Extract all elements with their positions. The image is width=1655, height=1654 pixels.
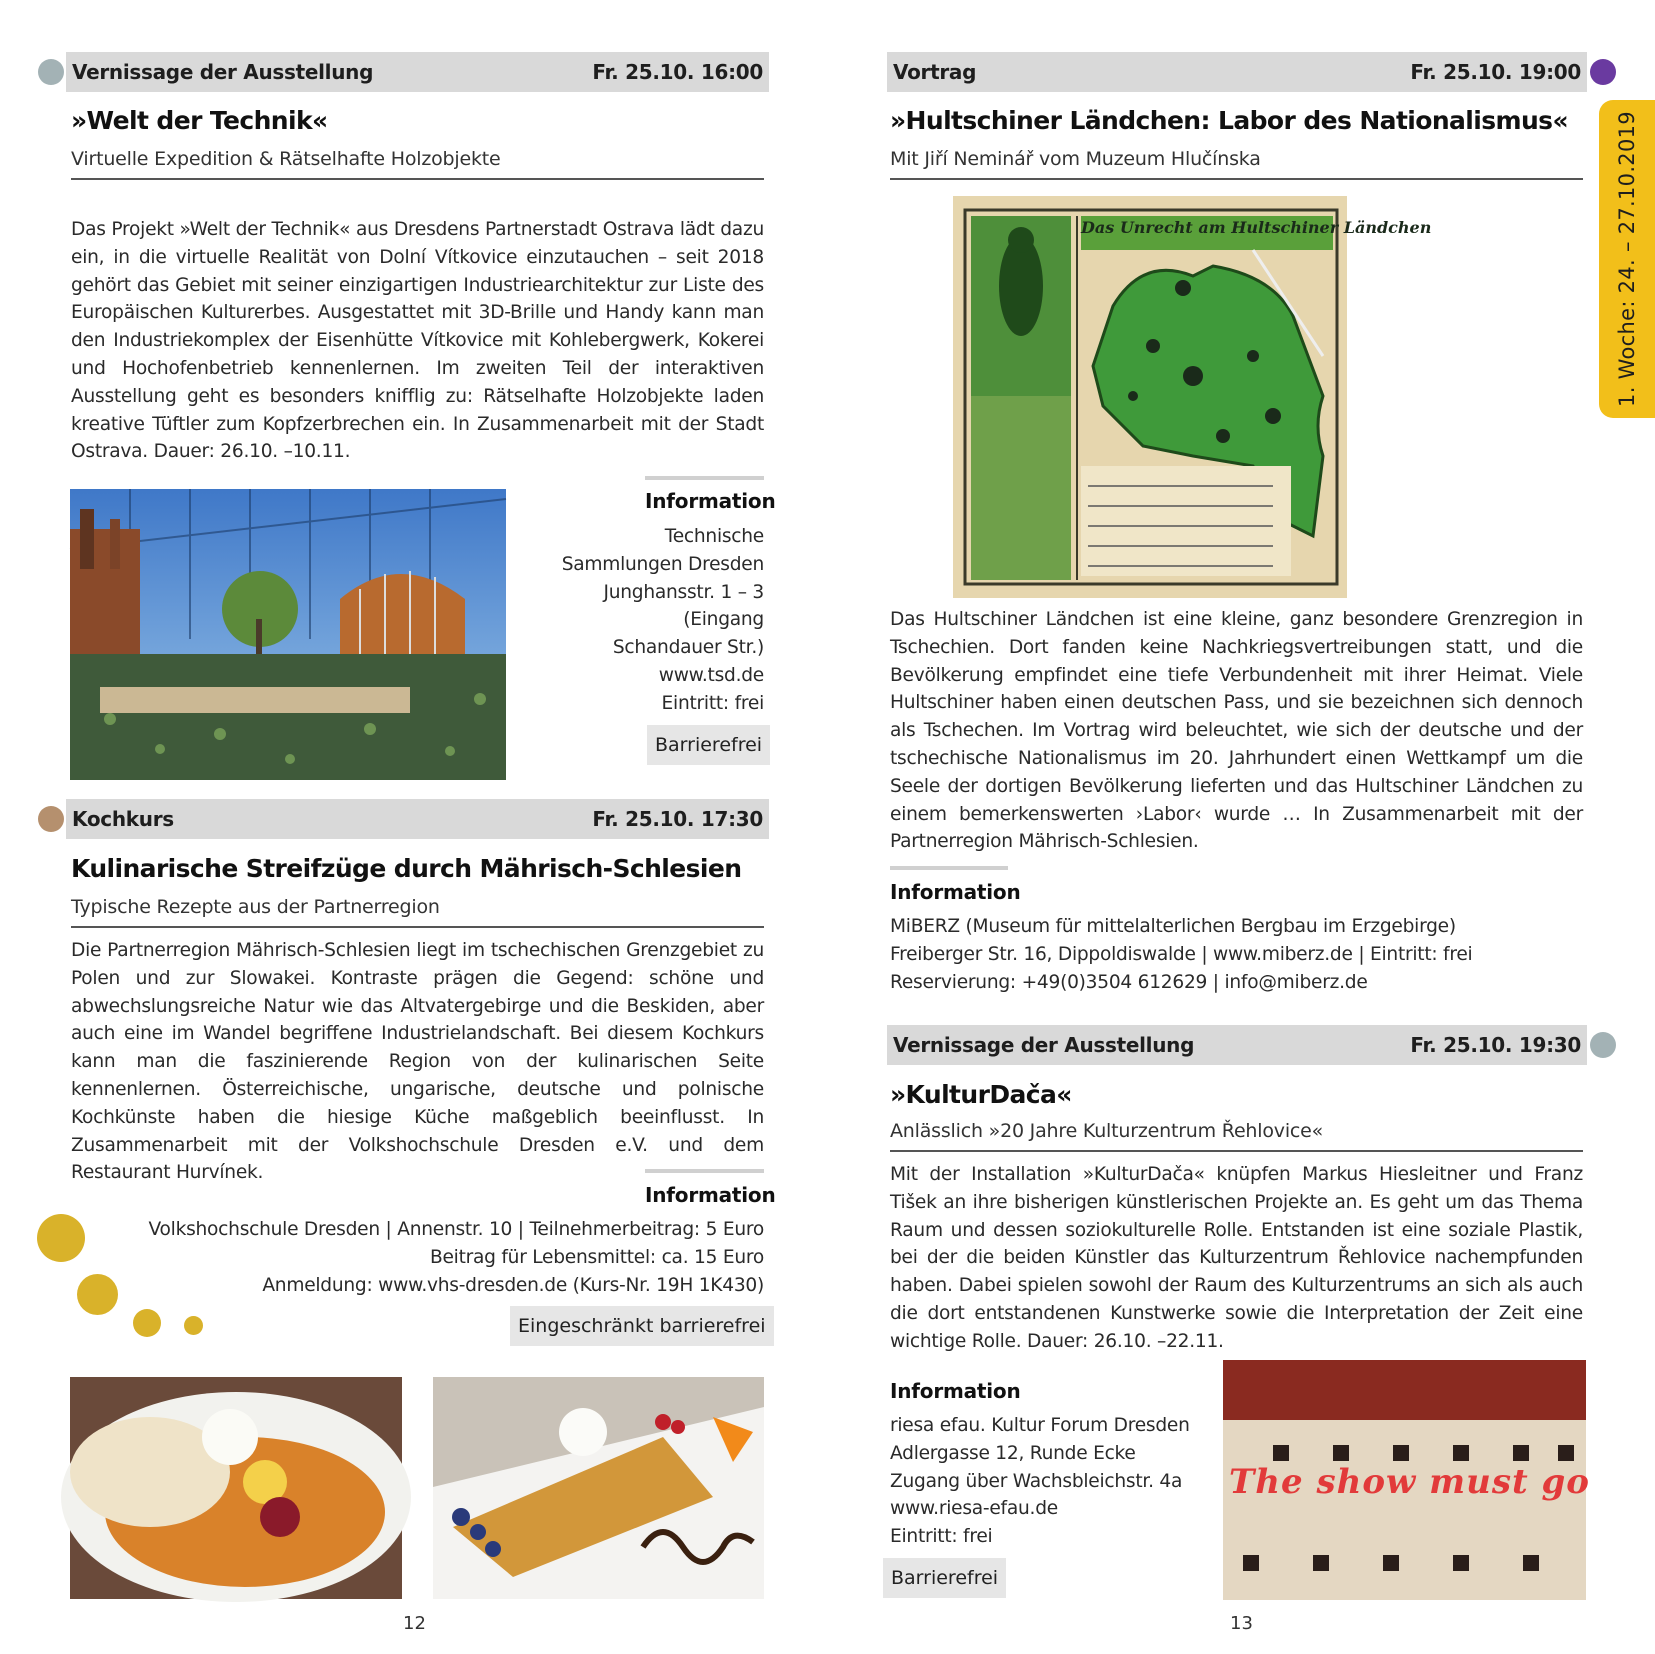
event-header-bar [887, 1025, 1587, 1065]
event-header-bar [66, 52, 769, 92]
week-side-tab [1599, 100, 1655, 418]
info-block [520, 523, 764, 718]
event-datetime: Fr. 25.10. 19:30 [1410, 1033, 1581, 1057]
sign-text: The show must go [1229, 1462, 1590, 1502]
info-line: Adlergasse 12, Runde Ecke [890, 1442, 1136, 1464]
accessibility-badge: Barrierefrei [883, 1558, 1006, 1598]
category-dot-cooking [38, 806, 64, 832]
info-line: Sammlungen Dresden [561, 553, 764, 575]
info-heading: Information [890, 880, 1021, 904]
category-dot-lecture [1590, 59, 1616, 85]
info-line: Zugang über Wachsbleichstr. 4a [890, 1470, 1183, 1492]
event-subtitle: Virtuelle Expedition & Rätselhafte Holzobjekte [71, 148, 764, 180]
info-line: Eintritt: frei [661, 692, 764, 714]
map-title: Das Unrecht am Hultschiner Ländchen [1081, 218, 1432, 237]
info-divider [645, 476, 764, 480]
info-link-website[interactable]: www.riesa-efau.de [890, 1498, 1058, 1520]
event-subtitle: Typische Rezepte aus der Partnerregion [71, 896, 764, 928]
info-line: riesa efau. Kultur Forum Dresden [890, 1415, 1190, 1436]
event-header-bar [887, 52, 1587, 92]
info-block [890, 913, 1583, 996]
event-category: Vortrag [893, 60, 977, 84]
photo-historic-map [953, 196, 1432, 598]
info-line: (Eingang [683, 609, 764, 631]
info-line: Reservierung: +49(0)3504 612629 | info@miberz.de [890, 971, 1368, 993]
info-heading: Information [645, 1183, 776, 1207]
info-line: Junghansstr. 1 – 3 [603, 581, 764, 603]
event-datetime: Fr. 25.10. 19:00 [1410, 60, 1581, 84]
info-heading: Information [645, 489, 776, 513]
info-divider [645, 1169, 764, 1173]
info-link-website[interactable]: www.tsd.de [658, 664, 764, 686]
info-line: Schandauer Str.) [612, 637, 764, 659]
accessibility-badge: Eingeschränkt barrierefrei [510, 1306, 774, 1346]
info-block [100, 1216, 764, 1299]
info-line: Freiberger Str. 16, Dippoldiswalde | www.miberz.de | Eintritt: frei [890, 943, 1473, 965]
decorative-dot [37, 1214, 85, 1262]
event-header-bar [66, 799, 769, 839]
decorative-dot [133, 1309, 161, 1337]
info-line: Eintritt: frei [890, 1526, 993, 1548]
photo-building-facade-sign [1223, 1360, 1590, 1600]
category-dot-exhibition [1590, 1032, 1616, 1058]
info-line: Technische [664, 526, 764, 547]
info-line: Anmeldung: www.vhs-dresden.de (Kurs-Nr. 19H 1K430) [262, 1274, 764, 1296]
event-description: Das Hultschiner Ländchen ist eine kleine, ganz besondere Grenzregion in Tschechien. Dort fanden keine Nachkriegsvertreibungen statt, und die Bevölkerung empfindet eine tiefe Verbundenheit mit ihrer Heimat. Viele Hultschiner haben einen deutschen Pass, und sie bezeichnen sich dennoch als Tschechen. Im Vortrag wird beleuchtet, wie sich der deutsche und der tschechische Nationalismus im 20. Jahrhundert einen Wettkampf um die Seele der dortigen Bevölkerung lieferten und das Hultschiner Ländchen zu einem bemerkenswerten ›Labor‹ wurde … In Zusammenarbeit mit der Partnerregion Mährisch-Schlesien. [890, 609, 1583, 853]
info-line: Volkshochschule Dresden | Annenstr. 10 | Teilnehmerbeitrag: 5 Euro [148, 1219, 764, 1240]
event-description: Mit der Installation »KulturDača« knüpfen Markus Hiesleitner und Franz Tišek an ihre bisherigen künstlerischen Projekte an. Es geht um das Thema Raum und dessen soziokulturelle Rolle. Entstanden ist eine soziale Plastik, bei der die beiden Künstler das Kulturzentrum Řehlovice nachempfunden haben. Dabei spielen sowohl der Raum des Kulturzentrums an sich als auch die dort entstandenen Kunstwerke sowie die Interpretation der Zeit eine wichtige Rolle. Dauer: 26.10. –22.11. [890, 1164, 1583, 1352]
decorative-dot [77, 1274, 118, 1315]
page-number: 12 [403, 1613, 426, 1634]
page-number: 13 [1230, 1613, 1253, 1634]
info-line: Beitrag für Lebensmittel: ca. 15 Euro [429, 1246, 764, 1268]
event-datetime: Fr. 25.10. 16:00 [592, 60, 763, 84]
event-subtitle: Mit Jiří Neminář vom Muzeum Hlučínska [890, 148, 1583, 180]
event-category: Kochkurs [72, 807, 174, 831]
info-block [890, 1412, 1210, 1551]
event-category: Vernissage der Ausstellung [893, 1033, 1195, 1057]
event-subtitle: Anlässlich »20 Jahre Kulturzentrum Řehlovice« [890, 1120, 1583, 1152]
photo-dish-crepe-dessert [433, 1377, 764, 1599]
event-title: »KulturDača« [890, 1080, 1072, 1109]
event-category: Vernissage der Ausstellung [72, 60, 374, 84]
right-page [827, 0, 1654, 1654]
event-title: Kulinarische Streifzüge durch Mährisch-Schlesien [71, 854, 742, 883]
accessibility-badge: Barrierefrei [647, 725, 770, 765]
event-description: Das Projekt »Welt der Technik« aus Dresdens Partnerstadt Ostrava lädt dazu ein, in die virtuelle Realität von Dolní Vítkovice einzutauchen – seit 2018 gehört das Gebiet mit seiner einzigartigen Industriearchitektur zur Liste des Europäischen Kulturerbes. Ausgestattet mit 3D-Brille und Handy kann man den Industriekomplex der Eisenhütte Vítkovice mit Kohlebergwerk, Kokerei und Hochofenbetrieb kennenlernen. Im zweiten Teil der interaktiven Ausstellung geht es besonders knifflig zu: Rätselhafte Holzobjekte laden kreative Tüftler zum Kopfzerbrechen ein. In Zusammenarbeit mit der Stadt Ostrava. Dauer: 26.10. –10.11. [71, 219, 764, 463]
event-title: »Welt der Technik« [71, 106, 328, 135]
info-line: MiBERZ (Museum für mittelalterlichen Bergbau im Erzgebirge) [890, 916, 1456, 937]
category-dot-exhibition [38, 59, 64, 85]
photo-industrial-complex [70, 489, 506, 780]
event-title: »Hultschiner Ländchen: Labor des Nationalismus« [890, 106, 1569, 135]
info-heading: Information [890, 1379, 1021, 1403]
event-description: Die Partnerregion Mährisch-Schlesien liegt im tschechischen Grenzgebiet zu Polen und zur Slowakei. Kontraste prägen die Gegend: schöne und abwechslungsreiche Natur wie das Altvatergebirge und die Beskiden, aber auch eine im Wandel begriffene Industrielandschaft. Bei diesem Kochkurs kann man die faszinierende Region von der kulinarischen Seite kennenlernen. Österreichische, ungarische, deutsche und polnische Kochkünste haben die hiesige Küche maßgeblich beeinflusst. In Zusammenarbeit mit der Volkshochschule Dresden e.V. und dem Restaurant Hurvínek. [71, 940, 764, 1184]
week-label: 1. Woche: 24. – 27.10.2019 [1615, 111, 1639, 407]
event-datetime: Fr. 25.10. 17:30 [592, 807, 763, 831]
left-page [0, 0, 827, 1654]
info-divider [890, 866, 1008, 870]
photo-dish-pancake-sauce [70, 1377, 402, 1599]
decorative-dot [184, 1316, 203, 1335]
